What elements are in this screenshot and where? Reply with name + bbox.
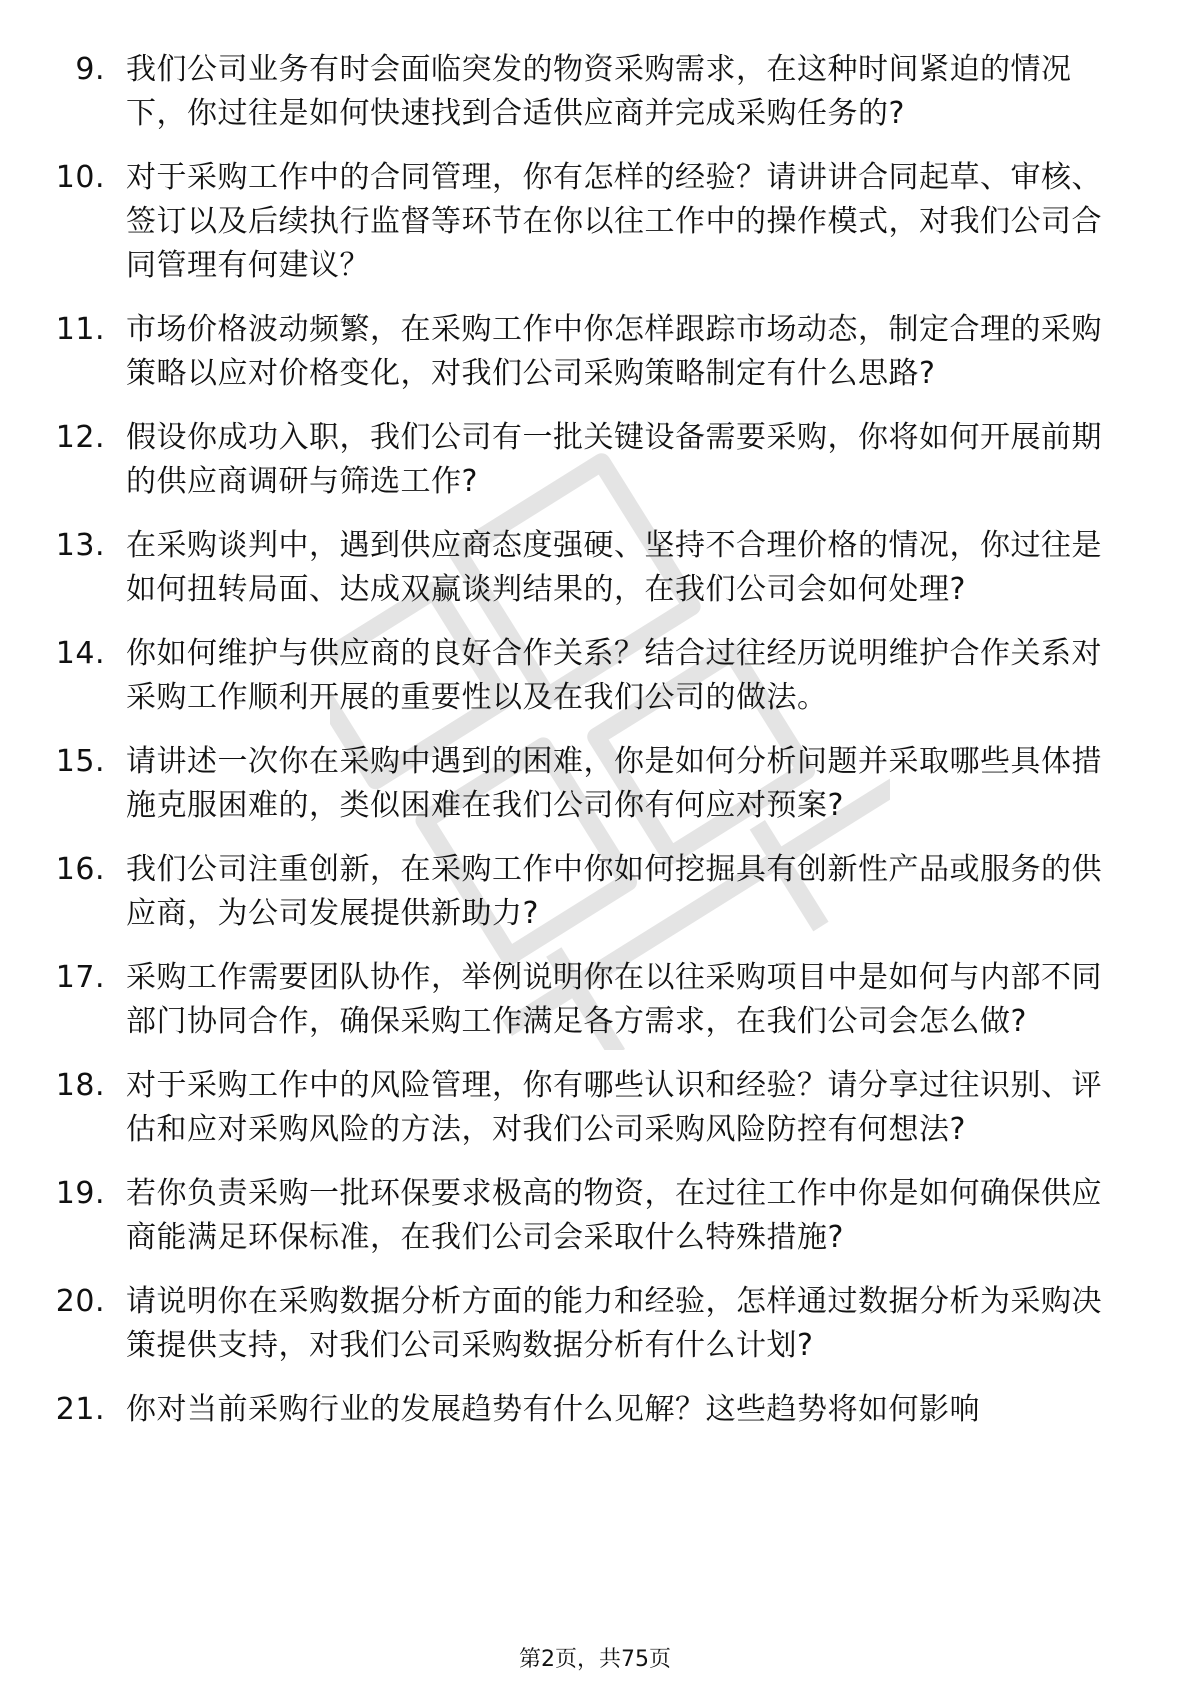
question-text: 对于采购工作中的合同管理，你有怎样的经验？请讲讲合同起草、审核、签订以及后续执行监督等环节在你以往工作中的操作模式，对我们公司合同管理有何建议？ — [126, 160, 1102, 283]
question-text: 请说明你在采购数据分析方面的能力和经验，怎样通过数据分析为采购决策提供支持，对我们公司采购数据分析有什么计划? — [126, 1284, 1102, 1363]
question-number: 18. — [55, 1068, 105, 1103]
question-number: 21. — [55, 1392, 105, 1427]
page-footer — [0, 1642, 1190, 1673]
question-item — [0, 524, 1190, 612]
question-number: 17. — [55, 960, 105, 995]
question-text: 我们公司注重创新，在采购工作中你如何挖掘具有创新性产品或服务的供应商，为公司发展提供新助力? — [126, 852, 1102, 931]
question-text: 请讲述一次你在采购中遇到的困难，你是如何分析问题并采取哪些具体措施克服困难的，类似困难在我们公司你有何应对预案? — [126, 744, 1102, 823]
question-text: 对于采购工作中的风险管理，你有哪些认识和经验？请分享过往识别、评估和应对采购风险的方法，对我们公司采购风险防控有何想法? — [126, 1068, 1102, 1147]
question-item — [0, 416, 1190, 504]
question-item — [0, 308, 1190, 396]
question-item — [0, 48, 1190, 136]
question-item — [0, 1172, 1190, 1260]
question-text: 我们公司业务有时会面临突发的物资采购需求，在这种时间紧迫的情况下，你过往是如何快速找到合适供应商并完成采购任务的? — [126, 52, 1072, 131]
question-text: 在采购谈判中，遇到供应商态度强硬、坚持不合理价格的情况，你过往是如何扭转局面、达成双赢谈判结果的，在我们公司会如何处理? — [126, 528, 1102, 607]
question-number: 14. — [55, 636, 105, 671]
question-text: 若你负责采购一批环保要求极高的物资，在过往工作中你是如何确保供应商能满足环保标准，在我们公司会采取什么特殊措施? — [126, 1176, 1102, 1255]
question-number: 19. — [55, 1176, 105, 1211]
question-text: 市场价格波动频繁，在采购工作中你怎样跟踪市场动态，制定合理的采购策略以应对价格变化，对我们公司采购策略制定有什么思路? — [126, 312, 1102, 391]
question-number: 16. — [55, 852, 105, 887]
question-text: 你对当前采购行业的发展趋势有什么见解？这些趋势将如何影响 — [126, 1392, 980, 1427]
question-item — [0, 632, 1190, 720]
question-number: 10. — [55, 160, 105, 195]
page-number-label: 第2页，共75页 — [519, 1647, 671, 1672]
question-number: 12. — [55, 420, 105, 455]
question-item — [0, 156, 1190, 288]
question-item — [0, 1280, 1190, 1368]
question-item — [0, 848, 1190, 936]
question-number: 9. — [75, 52, 105, 87]
question-number: 20. — [55, 1284, 105, 1319]
question-text: 假设你成功入职，我们公司有一批关键设备需要采购，你将如何开展前期的供应商调研与筛选工作? — [126, 420, 1102, 499]
question-number: 11. — [55, 312, 105, 347]
question-text: 你如何维护与供应商的良好合作关系？结合过往经历说明维护合作关系对采购工作顺利开展的重要性以及在我们公司的做法。 — [126, 636, 1102, 715]
question-item — [0, 1064, 1190, 1152]
question-item — [0, 1388, 1190, 1432]
question-text: 采购工作需要团队协作，举例说明你在以往采购项目中是如何与内部不同部门协同合作，确保采购工作满足各方需求，在我们公司会怎么做? — [126, 960, 1102, 1039]
question-number: 13. — [55, 528, 105, 563]
question-item — [0, 956, 1190, 1044]
question-number: 15. — [55, 744, 105, 779]
question-list — [0, 48, 1190, 1452]
question-item — [0, 740, 1190, 828]
